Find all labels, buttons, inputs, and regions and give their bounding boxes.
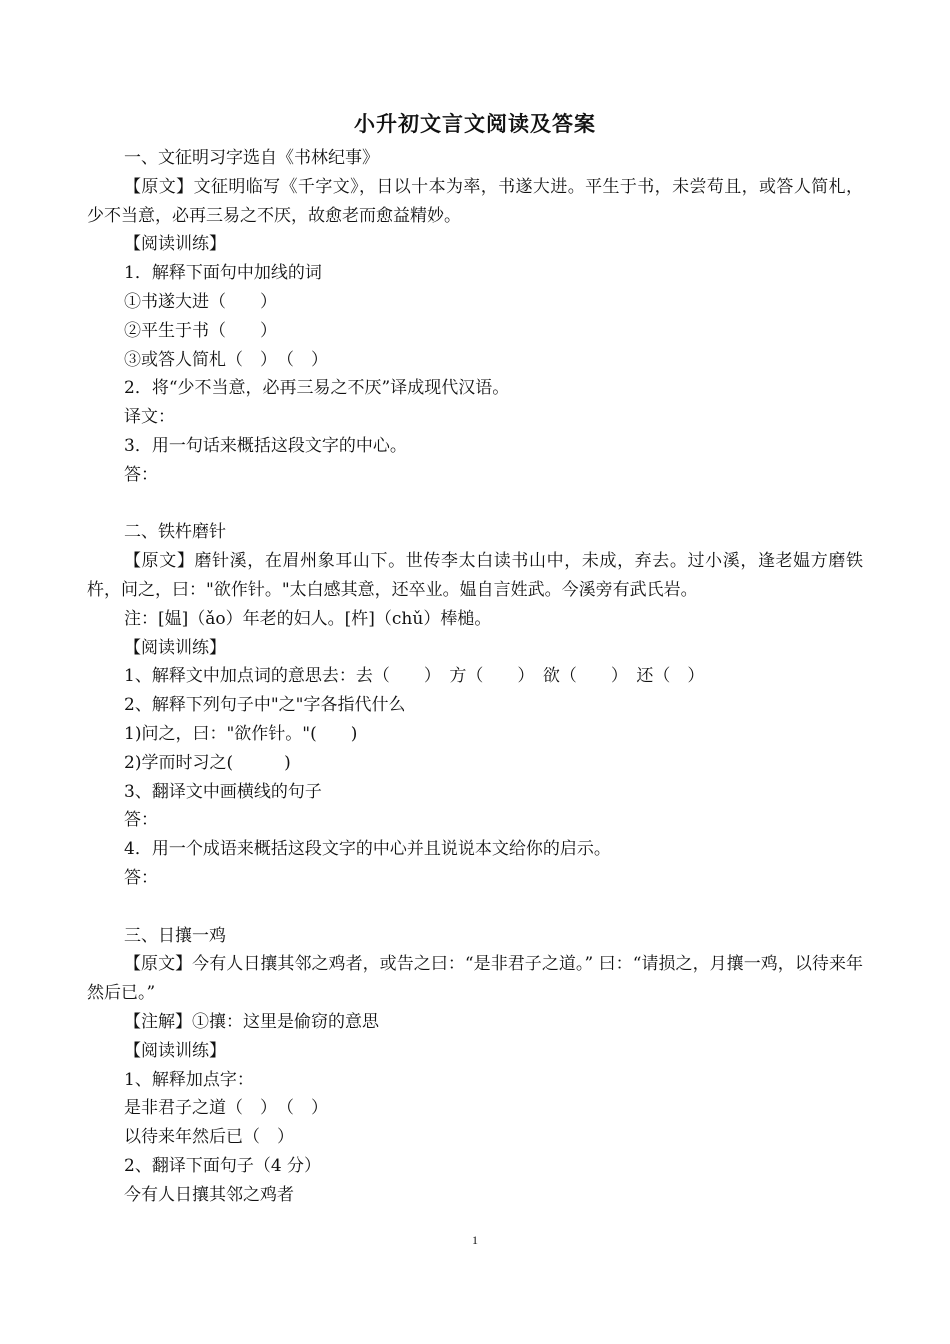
training-label: 【阅读训练】 <box>124 1040 226 1061</box>
original-text: 【原文】今有人日攘其邻之鸡者，或告之曰：“是非君子之道。” 曰：“请损之，月攘一鸡，以待来年然后已。” <box>87 954 863 1004</box>
question-item: ①书遂大进（ ） <box>124 291 277 312</box>
page-title: 小升初文言文阅读及答案 <box>354 112 596 136</box>
page-number: 1 <box>472 1233 478 1247</box>
answer-label: 答： <box>124 867 158 888</box>
answer-label: 译文： <box>124 407 175 428</box>
section-heading: 三、日攘一鸡 <box>124 925 226 946</box>
training-label: 【阅读训练】 <box>124 637 226 658</box>
question: 2、解释下列句子中"之"字各指代什么 <box>124 695 406 716</box>
question: 3、翻译文中画横线的句子 <box>124 781 322 802</box>
question: 1、解释加点字： <box>124 1069 254 1090</box>
note: 注：[媪]（ǎo）年老的妇人。[杵]（chǔ）棒槌。 <box>124 608 492 629</box>
question-item: 1)问之，曰："欲作针。"( ) <box>124 723 358 744</box>
original-text: 【原文】磨针溪，在眉州象耳山下。世传李太白读书山中，未成，弃去。过小溪，逢老媪方磨铁杵，问之，曰："欲作针。"太白感其意，还卒业。媪自言姓武。今溪旁有武氏岩。 <box>87 551 863 600</box>
training-label: 【阅读训练】 <box>124 234 226 255</box>
spacer <box>87 893 863 922</box>
note: 【注解】①攘：这里是偷窃的意思 <box>124 1011 379 1032</box>
question-item: ③或答人简札（ ） （ ） <box>124 349 328 370</box>
question-item: ②平生于书（ ） <box>124 320 277 341</box>
question: 1．解释下面句中加线的词 <box>124 263 322 284</box>
document-body <box>87 144 863 1209</box>
original-text: 【原文】文征明临写《千字文》，日以十本为率，书遂大进。平生于书，未尝苟且，或答人简札，少不当意，必再三易之不厌，故愈老而愈益精妙。 <box>87 176 863 226</box>
question: 1、解释文中加点词的意思去：去（ ） 方（ ） 欲（ ） 还（ ） <box>124 666 705 687</box>
question: 3．用一句话来概括这段文字的中心。 <box>124 435 407 456</box>
question: 2．将“少不当意，必再三易之不厌”译成现代汉语。 <box>124 378 510 399</box>
answer-label: 答： <box>124 464 158 485</box>
question-item: 是非君子之道（ ） （ ） <box>124 1098 328 1119</box>
section-heading: 二、铁杵磨针 <box>124 522 226 543</box>
question: 2、翻译下面句子（4 分） <box>124 1155 322 1176</box>
question-item: 以待来年然后已（ ） <box>124 1127 294 1148</box>
question-item: 今有人日攘其邻之鸡者 <box>124 1184 294 1205</box>
question-item: 2)学而时习之( ) <box>124 752 291 773</box>
spacer <box>87 490 863 519</box>
section-heading: 一、文征明习字选自《书林纪事》 <box>124 148 379 168</box>
question: 4．用一个成语来概括这段文字的中心并且说说本文给你的启示。 <box>124 839 611 860</box>
answer-label: 答： <box>124 810 158 831</box>
